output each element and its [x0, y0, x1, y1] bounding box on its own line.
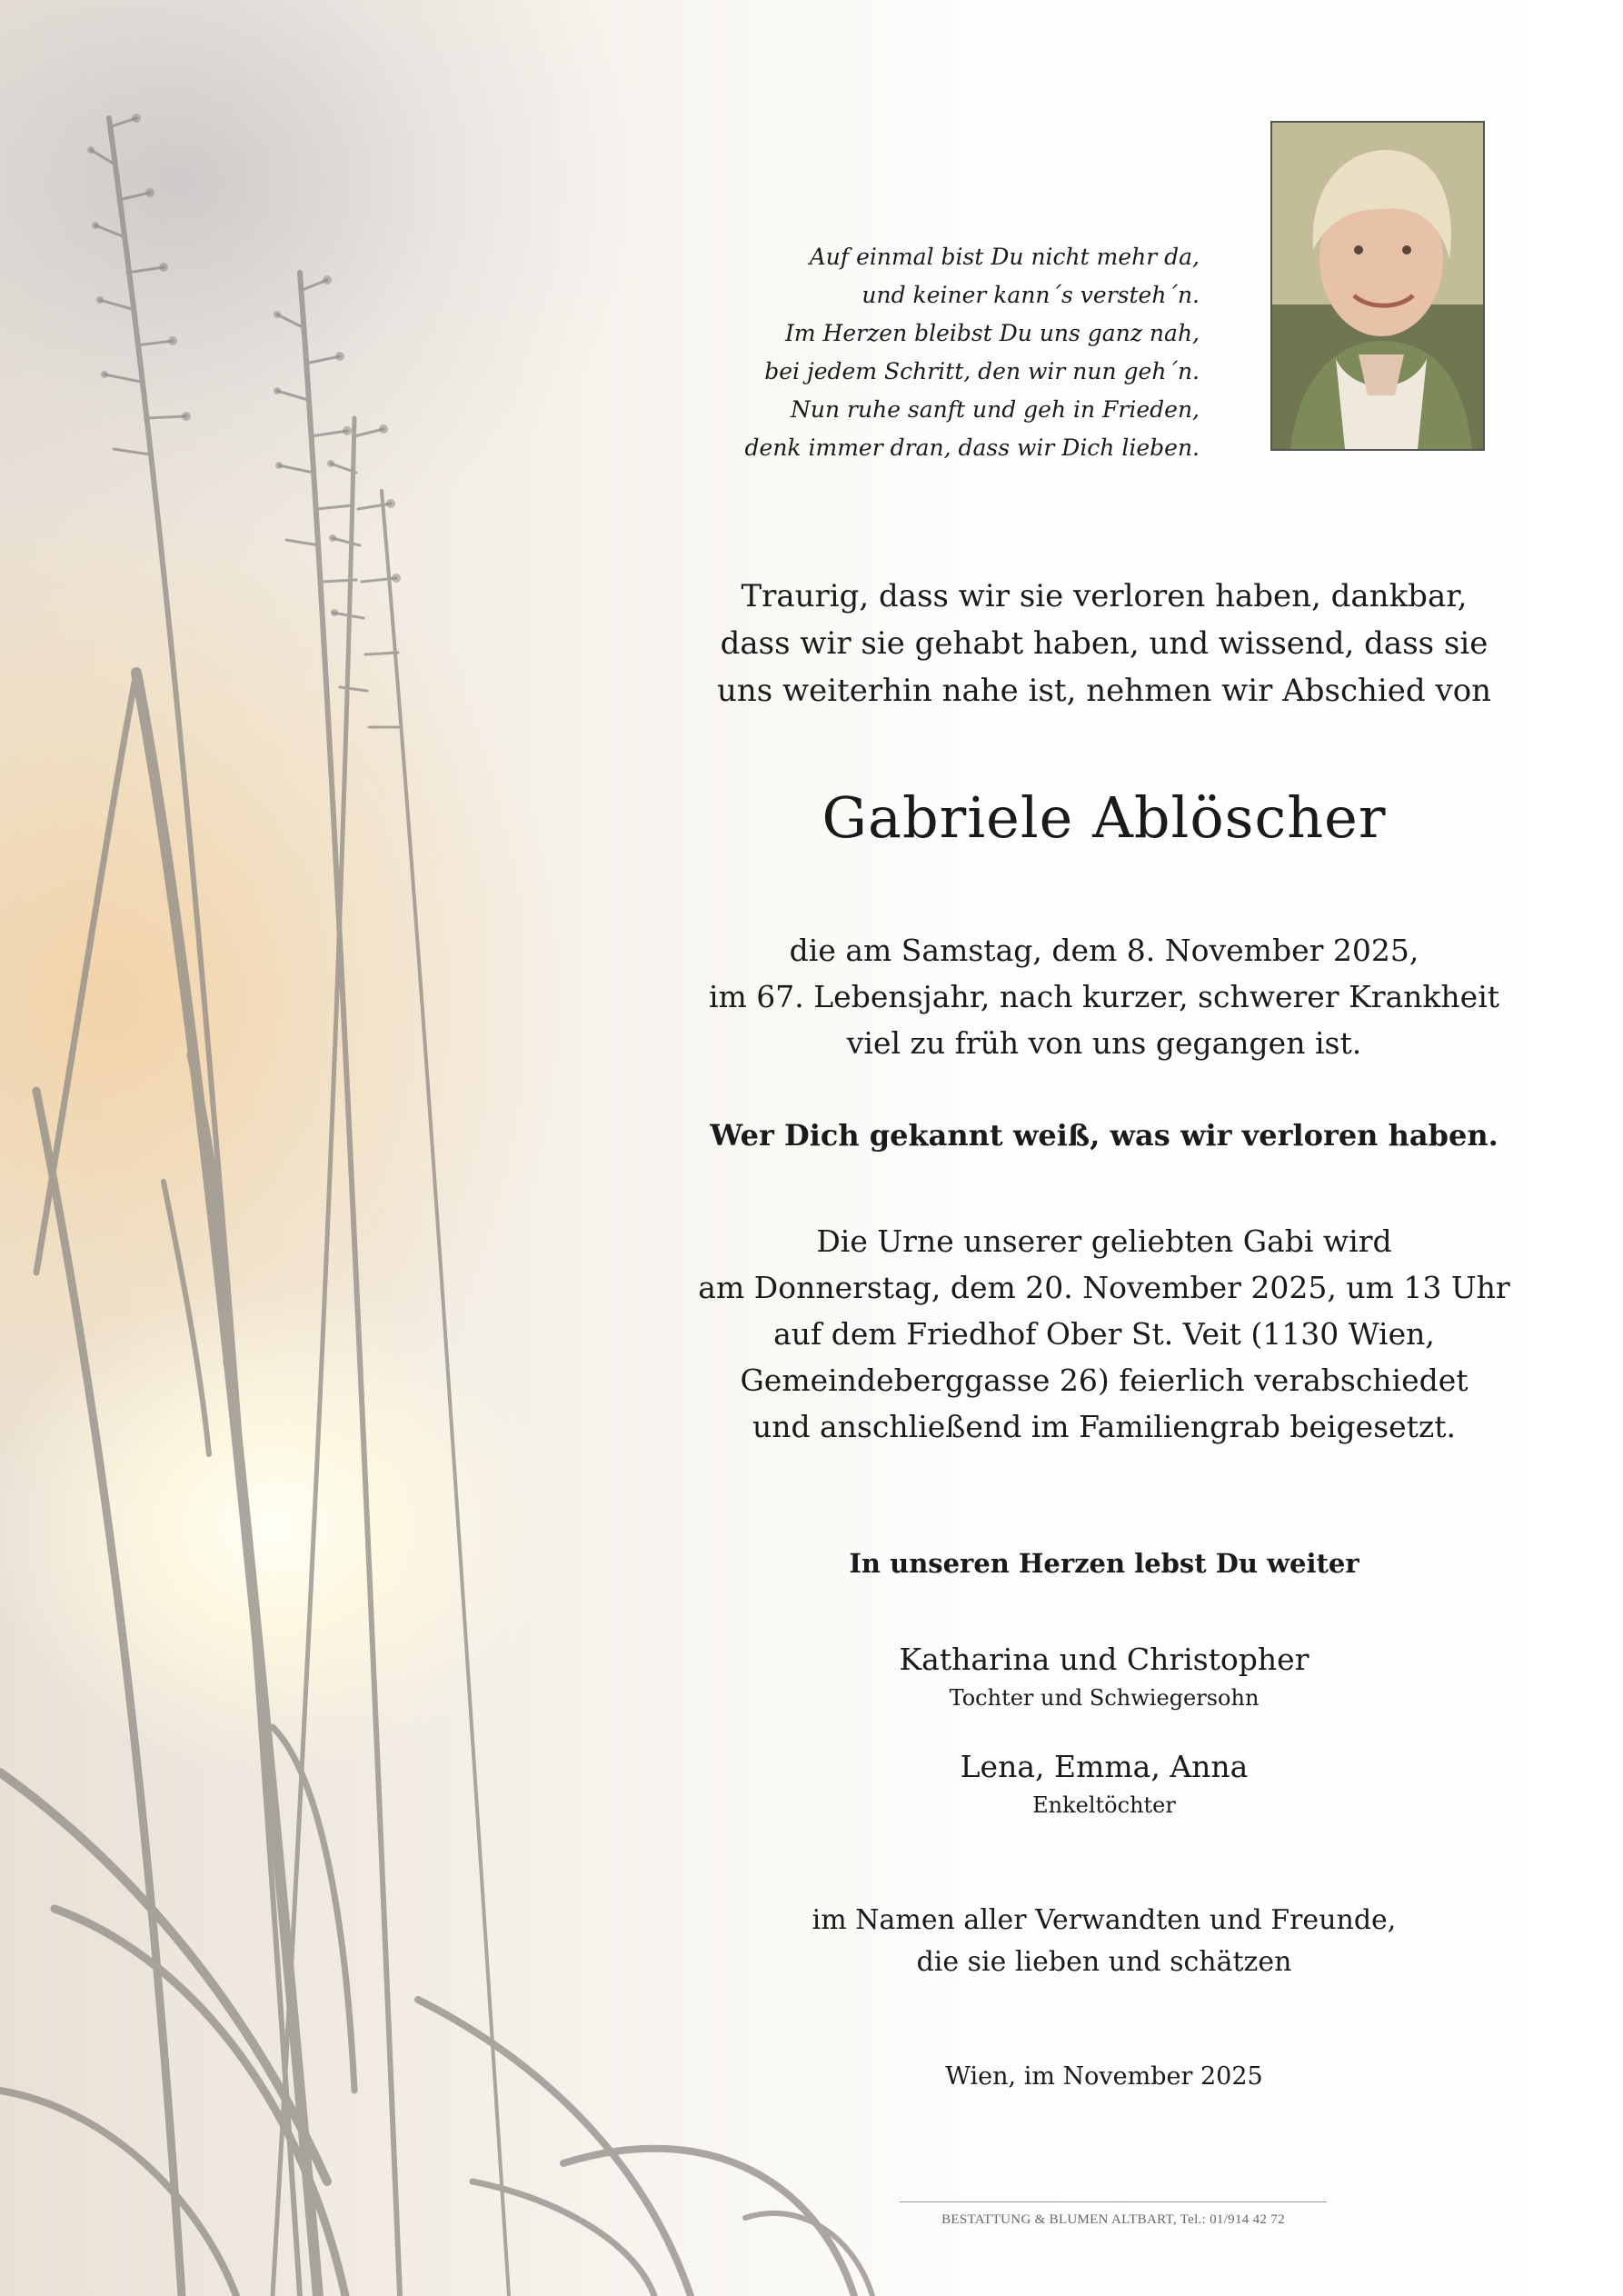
- intro-line: uns weiterhin nahe ist, nehmen wir Abschied von: [716, 673, 1492, 709]
- mourner-group: [654, 1745, 1554, 1822]
- closing-line: die sie lieben und schätzen: [916, 1946, 1292, 1978]
- poem-line: bei jedem Schritt, den wir nun geh´n.: [764, 358, 1200, 384]
- mourner-group: [654, 1638, 1554, 1714]
- motto: Wer Dich gekannt weiß, was wir verloren haben.: [710, 1118, 1499, 1153]
- death-notice-line: die am Samstag, dem 8. November 2025,: [789, 933, 1419, 968]
- poem-line: Auf einmal bist Du nicht mehr da,: [809, 244, 1200, 270]
- mourner-relation: Enkeltöchter: [1032, 1792, 1176, 1818]
- poem: [527, 238, 1200, 467]
- footer-divider: [900, 2201, 1327, 2202]
- intro-text: [654, 573, 1554, 714]
- death-notice-line: im 67. Lebensjahr, nach kurzer, schwerer Krankheit: [708, 979, 1500, 1014]
- poem-line: Nun ruhe sanft und geh in Frieden,: [791, 396, 1200, 423]
- ceremony-details: [654, 1218, 1554, 1450]
- ceremony-line: und anschließend im Familiengrab beigesetzt.: [752, 1409, 1457, 1444]
- poem-line: Im Herzen bleibst Du uns ganz nah,: [785, 320, 1200, 346]
- poem-line: und keiner kann´s versteh´n.: [861, 282, 1200, 308]
- portrait-illustration: [1272, 123, 1483, 449]
- intro-line: Traurig, dass wir sie verloren haben, dankbar,: [741, 578, 1468, 614]
- ceremony-line: auf dem Friedhof Ober St. Veit (1130 Wien,: [773, 1316, 1435, 1352]
- death-notice-line: viel zu früh von uns gegangen ist.: [846, 1025, 1362, 1061]
- ceremony-line: Die Urne unserer geliebten Gabi wird: [816, 1223, 1392, 1259]
- ceremony-line: Gemeindeberggasse 26) feierlich verabschiedet: [740, 1363, 1469, 1398]
- closing-line: im Namen aller Verwandten und Freunde,: [812, 1904, 1397, 1936]
- deceased-name: Gabriele Ablöscher: [821, 784, 1387, 851]
- death-notice: [654, 927, 1554, 1066]
- portrait-photo: [1270, 121, 1485, 451]
- mourner-relation: Tochter und Schwiegersohn: [949, 1685, 1260, 1711]
- ceremony-line: am Donnerstag, dem 20. November 2025, um 13 Uhr: [698, 1270, 1510, 1305]
- heart-line: In unseren Herzen lebst Du weiter: [849, 1548, 1359, 1579]
- intro-line: dass wir sie gehabt haben, und wissend, dass sie: [720, 625, 1489, 662]
- mourner-names: Lena, Emma, Anna: [960, 1749, 1249, 1784]
- poem-line: denk immer dran, dass wir Dich lieben.: [744, 434, 1200, 461]
- funeral-home-footer: BESTATTUNG & BLUMEN ALTBART, Tel.: 01/914 42 72: [941, 2212, 1285, 2227]
- place-date: Wien, im November 2025: [945, 2062, 1263, 2091]
- closing-text: [654, 1900, 1554, 1983]
- mourner-names: Katharina und Christopher: [899, 1642, 1309, 1677]
